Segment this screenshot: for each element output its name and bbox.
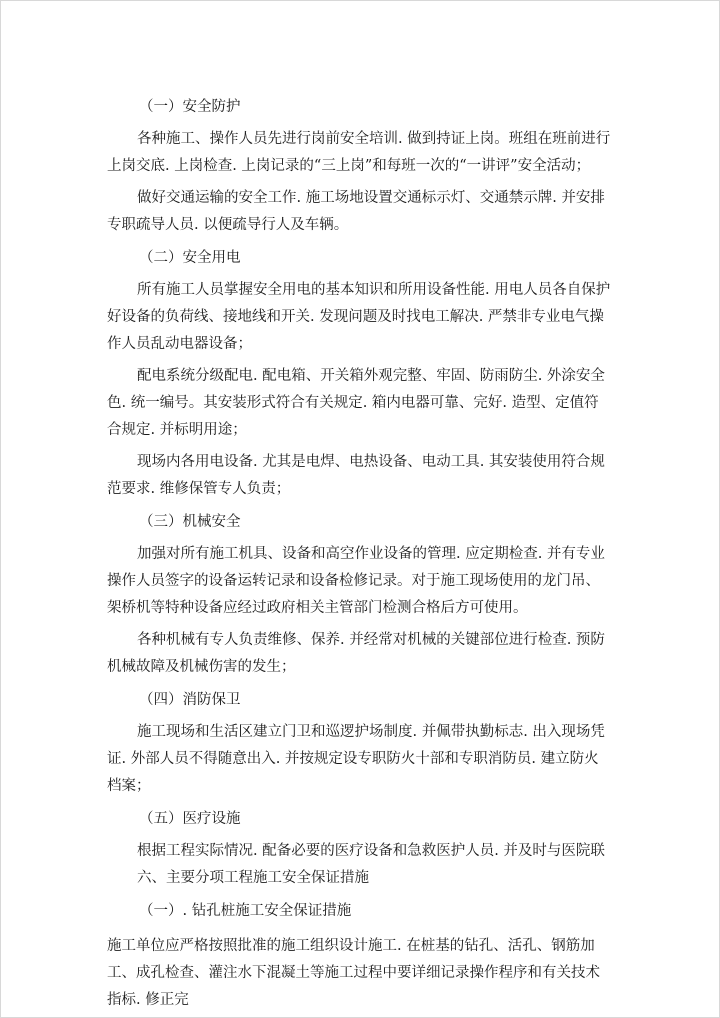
paragraph-bored-pile: 施工单位应严格按照批准的施工组织设计施工. 在桩基的钻孔、活孔、钢筋加工、成孔检查、灌注水下混凝土等施工过程中要详细记录操作程序和有关技术指标. 修正完 (107, 938, 600, 1008)
sub-heading-bored-pile: （一）. 钻孔桩施工安全保证措施 (139, 903, 352, 919)
paragraph-machinery-management: 加强对所有施工机具、设备和高空作业设备的管理. 应定期检查. 并有专业操作人员签字的设备运转记录和设备检修记录。对于施工现场使用的龙门吊、架桥机等特种设备应经过政府相关主管部门检测合格后方可使用。 (107, 546, 605, 616)
paragraph-onsite-equipment: 现场内各用电设备. 尤其是电焊、电热设备、电动工具. 其安装使用符合规范要求. 维修保管专人负责； (107, 454, 605, 497)
paragraph-guard-patrol: 施工现场和生活区建立门卫和巡逻护场制度. 并佩带执勤标志. 出入现场凭证. 外部人员不得随意出入. 并按规定设专职防火十部和专职消防员. 建立防火档案； (107, 724, 605, 794)
paragraph-traffic: 做好交通运输的安全工作. 施工场地设置交通标示灯、交通禁示牌. 并安排专职疏导人员. 以便疏导行人及车辆。 (107, 190, 605, 233)
section-heading-safety-protection: （一）安全防护 (139, 99, 241, 115)
paragraph-distribution: 配电系统分级配电. 配电箱、开关箱外观完整、牢固、防雨防尘. 外涂安全色. 统一编号。其安装形式符合有关规定. 箱内电器可靠、完好. 造型、定值符合规定. 并标明用途； (107, 368, 605, 438)
section-heading-fire-security: （四）消防保卫 (139, 692, 241, 708)
section-heading-machinery-safety: （三）机械安全 (139, 514, 241, 530)
document-body (107, 94, 613, 1014)
paragraph-machinery-maintenance: 各种机械有专人负责维修、保养. 并经常对机械的关键部位进行检查. 预防机械故障及机械伤害的发生； (107, 632, 605, 675)
paragraph-medical: 根据工程实际情况. 配备必要的医疗设备和急救医护人员. 并及时与医院联 (137, 843, 605, 859)
section-heading-electrical-safety: （二）安全用电 (139, 250, 241, 266)
section-heading-medical-facilities: （五）医疗设施 (139, 811, 241, 827)
paragraph-training: 各种施工、操作人员先进行岗前安全培训. 做到持证上岗。班组在班前进行上岗交底. 上岗检查. 上岗记录的“三上岗”和每班一次的“一讲评”安全活动； (107, 131, 611, 174)
main-heading-section-six: 六、主要分项工程施工安全保证措施 (137, 870, 369, 886)
paragraph-electrical-knowledge: 所有施工人员掌握安全用电的基本知识和所用设备性能. 用电人员各自保护好设备的负荷线、接地线和开关. 发现问题及时找电工解决. 严禁非专业电气操作人员乱动电器设备； (107, 282, 611, 352)
